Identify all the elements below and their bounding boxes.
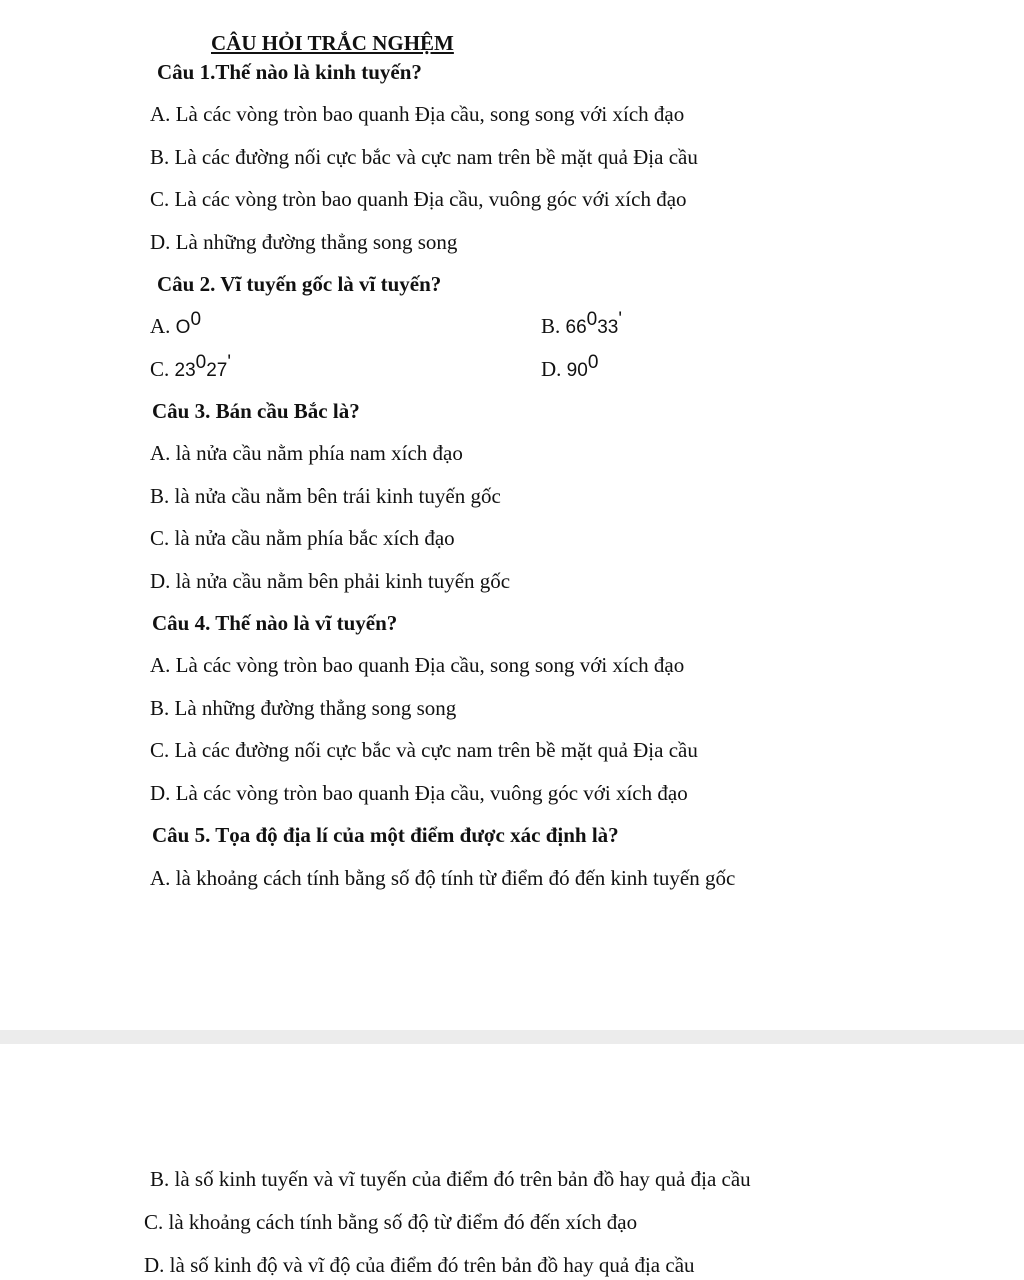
question-3: Câu 3. Bán cầu Bắc là?: [152, 399, 360, 423]
page-title: CÂU HỎI TRẮC NGHỆM: [211, 31, 454, 55]
q4-option-c: C. Là các đường nối cực bắc và cực nam trên bề mặt quả Địa cầu: [150, 738, 698, 762]
q1-option-b: B. Là các đường nối cực bắc và cực nam trên bề mặt quả Địa cầu: [150, 145, 698, 169]
q2-option-b: [541, 309, 623, 341]
question-1: Câu 1.Thế nào là kinh tuyến?: [157, 60, 422, 84]
q2-option-a-base: O: [175, 317, 191, 338]
q5-option-a: A. là khoảng cách tính bằng số độ tính từ điểm đó đến kinh tuyến gốc: [150, 866, 736, 890]
q2-option-b-degrees: 66: [565, 317, 587, 338]
q5-option-d: D. là số kinh độ và vĩ độ của điểm đó trên bản đồ hay quả địa cầu: [144, 1253, 695, 1277]
q3-option-c: C. là nửa cầu nằm phía bắc xích đạo: [150, 526, 455, 550]
q4-option-d: D. Là các vòng tròn bao quanh Địa cầu, vuông góc với xích đạo: [150, 781, 688, 805]
page-separator: [0, 1030, 1024, 1044]
q1-option-c: C. Là các vòng tròn bao quanh Địa cầu, vuông góc với xích đạo: [150, 187, 687, 211]
q5-option-c: C. là khoảng cách tính bằng số độ từ điểm đó đến xích đạo: [144, 1210, 638, 1234]
q5-option-b: B. là số kinh tuyến và vĩ tuyến của điểm đó trên bản đồ hay quả địa cầu: [150, 1167, 751, 1191]
q4-option-b: B. Là những đường thẳng song song: [150, 696, 457, 720]
q2-option-a: [150, 309, 202, 341]
q2-option-c-degrees: 23: [174, 360, 196, 381]
q1-option-d: D. Là những đường thẳng song song: [150, 230, 458, 254]
q3-option-d: D. là nửa cầu nằm bên phải kinh tuyến gốc: [150, 569, 511, 593]
q4-option-a: A. Là các vòng tròn bao quanh Địa cầu, song song với xích đạo: [150, 653, 685, 677]
q2-option-d-degree-sign: 0: [587, 352, 599, 373]
question-2: Câu 2. Vĩ tuyến gốc là vĩ tuyến?: [157, 272, 442, 296]
q2-option-b-degree-sign: 0: [586, 309, 598, 330]
q2-option-c-prime: ': [227, 352, 232, 373]
question-4: Câu 4. Thế nào là vĩ tuyến?: [152, 611, 398, 635]
q2-option-d-degrees: 90: [566, 360, 588, 381]
q2-option-a-label: A.: [150, 314, 171, 338]
q2-option-c-label: C.: [150, 357, 170, 381]
q2-option-c-degree-sign: 0: [195, 352, 207, 373]
q2-option-b-prime: ': [618, 309, 623, 330]
q2-option-c: [150, 352, 232, 384]
q2-option-b-minutes: 33: [597, 317, 619, 338]
q2-option-b-label: B.: [541, 314, 561, 338]
q3-option-b: B. là nửa cầu nằm bên trái kinh tuyến gốc: [150, 484, 501, 508]
q1-option-a: A. Là các vòng tròn bao quanh Địa cầu, song song với xích đạo: [150, 102, 685, 126]
document-page-2: [0, 1044, 1024, 1280]
q2-option-d: [541, 352, 599, 384]
q2-option-c-minutes: 27: [206, 360, 228, 381]
q2-option-d-label: D.: [541, 357, 562, 381]
q2-option-a-degree: 0: [190, 309, 202, 330]
q3-option-a: A. là nửa cầu nằm phía nam xích đạo: [150, 441, 463, 465]
question-5: Câu 5. Tọa độ địa lí của một điểm được xác định là?: [152, 823, 619, 847]
